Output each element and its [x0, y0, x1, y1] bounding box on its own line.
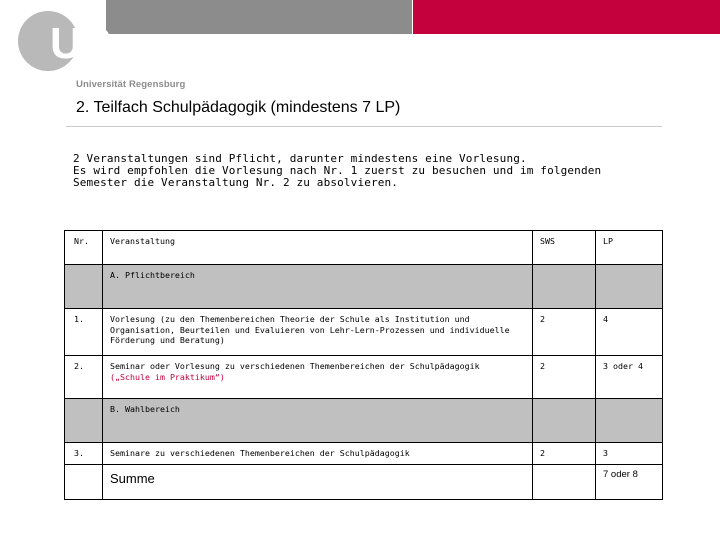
row1-text: Vorlesung (zu den Themenbereichen Theorie der Schule als Institution und Organisation, Beurteilen und Evaluieren von Lehr-Lern-Prozessen und individuelle Förderung und Beratung) [103, 309, 533, 356]
row3-nr: 3. [65, 443, 103, 465]
intro-line-3: Semester die Veranstaltung Nr. 2 zu absolvieren. [73, 176, 399, 189]
section-b-label: B. Wahlbereich [103, 399, 533, 443]
intro-text [73, 153, 673, 189]
table-row [65, 443, 663, 465]
table-header-row [65, 231, 663, 265]
row2-lp: 3 oder 4 [596, 356, 663, 399]
header-lp: LP [596, 231, 663, 265]
section-row-a [65, 265, 663, 309]
row1-sws: 2 [533, 309, 596, 356]
row2-cell [103, 356, 533, 399]
row3-text: Seminare zu verschiedenen Themenbereichen der Schulpädagogik [103, 443, 533, 465]
row2-text: Seminar oder Vorlesung zu verschiedenen Themenbereichen der Schulpädagogik [110, 361, 480, 371]
row2-nr: 2. [65, 356, 103, 399]
header-bar-red [413, 0, 720, 34]
course-table [64, 230, 663, 500]
intro-line-2: Es wird empfohlen die Vorlesung nach Nr. 1 zuerst zu besuchen und im folgenden [73, 164, 602, 177]
sum-label: Summe [103, 465, 533, 500]
row1-nr: 1. [65, 309, 103, 356]
row3-lp: 3 [596, 443, 663, 465]
table-row [65, 309, 663, 356]
table-row [65, 356, 663, 399]
section-a-label: A. Pflichtbereich [103, 265, 533, 309]
row3-sws: 2 [533, 443, 596, 465]
header-sws: SWS [533, 231, 596, 265]
row1-lp: 4 [596, 309, 663, 356]
header-nr: Nr. [65, 231, 103, 265]
row2-sws: 2 [533, 356, 596, 399]
university-name: Universität Regensburg [76, 79, 186, 90]
page-title: 2. Teilfach Schulpädagogik (mindestens 7 LP) [76, 99, 401, 116]
header-veranstaltung: Veranstaltung [103, 231, 533, 265]
intro-line-1: 2 Veranstaltungen sind Pflicht, darunter mindestens eine Vorlesung. [73, 152, 527, 165]
row2-note: („Schule im Praktikum“) [110, 371, 225, 382]
section-row-b [65, 399, 663, 443]
logo-letters: UR [50, 19, 110, 68]
title-divider [66, 126, 662, 127]
sum-row [65, 465, 663, 500]
sum-lp: 7 oder 8 [596, 465, 663, 500]
